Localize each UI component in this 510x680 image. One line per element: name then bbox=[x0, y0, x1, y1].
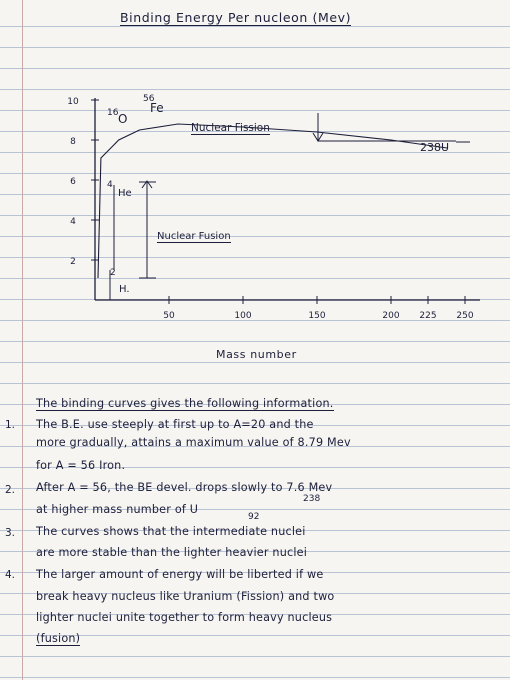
note-1-line-1: The B.E. use steeply at first up to A=20 and the bbox=[36, 418, 314, 431]
uranium-label: 238U bbox=[420, 141, 450, 154]
note-3-number: 3. bbox=[5, 527, 16, 539]
note-1-number: 1. bbox=[5, 419, 16, 431]
note-1-line-3: for A = 56 Iron. bbox=[36, 459, 126, 472]
notes-intro: The binding curves gives the following information. bbox=[36, 397, 334, 410]
x-tick-label: 225 bbox=[419, 311, 437, 321]
oxygen-label: O bbox=[118, 112, 128, 126]
uranium-mass-superscript: 238 bbox=[303, 494, 321, 504]
x-tick-label: 50 bbox=[163, 311, 175, 321]
x-axis-label: Mass number bbox=[216, 348, 297, 361]
helium-label: He bbox=[118, 188, 132, 199]
x-tick-label: 150 bbox=[308, 311, 326, 321]
x-tick-label: 250 bbox=[456, 311, 474, 321]
helium-mass: 4 bbox=[107, 180, 113, 190]
note-2-line-2: at higher mass number of U bbox=[36, 503, 199, 516]
fusion-label: Nuclear Fusion bbox=[157, 231, 231, 242]
note-3-line-1: The curves shows that the intermediate nuclei bbox=[36, 525, 306, 538]
iron-mass: 56 bbox=[143, 94, 155, 104]
iron-label: Fe bbox=[150, 101, 164, 115]
hydrogen-label: H. bbox=[119, 284, 130, 295]
note-4-line-1: The larger amount of energy will be liberted if we bbox=[36, 568, 324, 581]
oxygen-mass: 16 bbox=[107, 108, 119, 118]
note-4-line-3: lighter nuclei unite together to form heavy nucleus bbox=[36, 611, 333, 624]
note-4-line-2: break heavy nucleus like Uranium (Fission) and two bbox=[36, 590, 335, 603]
fission-label: Nuclear Fission bbox=[191, 122, 270, 134]
y-tick-label: 6 bbox=[70, 177, 76, 187]
y-tick-label: 8 bbox=[70, 137, 76, 147]
binding-energy-curve bbox=[98, 124, 450, 278]
page-title: Binding Energy Per nucleon (Mev) bbox=[120, 10, 352, 25]
note-1-line-2: more gradually, attains a maximum value of 8.79 Mev bbox=[36, 436, 351, 449]
x-tick-label: 200 bbox=[382, 311, 400, 321]
y-tick-label: 10 bbox=[67, 97, 79, 107]
y-tick-label: 2 bbox=[70, 257, 76, 267]
y-tick-label: 4 bbox=[70, 217, 76, 227]
note-2-line-1: After A = 56, the BE devel. drops slowly to 7.6 Mev bbox=[36, 481, 333, 494]
note-3-line-2: are more stable than the lighter heavier nuclei bbox=[36, 546, 308, 559]
note-4-line-4: (fusion) bbox=[36, 632, 81, 645]
hydrogen-mass: 2 bbox=[110, 268, 116, 278]
x-tick-label: 100 bbox=[234, 311, 252, 321]
note-2-number: 2. bbox=[5, 484, 16, 496]
uranium-atomic-subscript: 92 bbox=[248, 512, 260, 522]
note-4-number: 4. bbox=[5, 569, 16, 581]
